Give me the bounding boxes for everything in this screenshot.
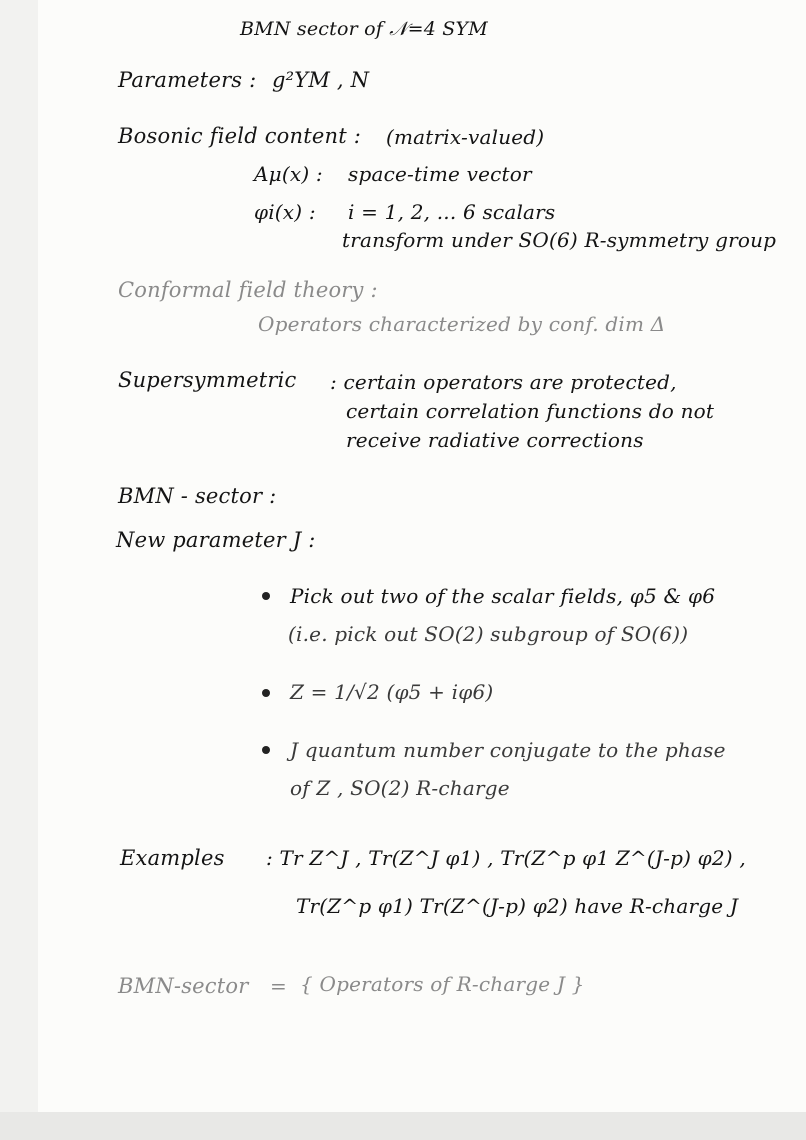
bullet-dot	[262, 689, 270, 697]
scalar-field-desc-2: transform under SO(6) R-symmetry group	[342, 228, 777, 252]
scalar-field-desc: i = 1, 2, ... 6 scalars	[348, 200, 556, 224]
susy-line-1: : certain operators are protected,	[330, 370, 677, 394]
bmn-sector-label: BMN - sector :	[118, 484, 277, 508]
susy-line-2: certain correlation functions do not	[346, 399, 715, 423]
examples-line-2: Tr(Z^p φ1) Tr(Z^(J-p) φ2) have R-charge J	[296, 894, 739, 918]
examples-line-1: : Tr Z^J , Tr(Z^J φ1) , Tr(Z^p φ1 Z^(J-p) φ2) ,	[266, 846, 746, 870]
parameters-label: Parameters :	[118, 68, 257, 92]
page-shadow	[0, 1112, 806, 1140]
gauge-field-desc: space-time vector	[348, 162, 532, 186]
susy-line-3: receive radiative corrections	[346, 428, 644, 452]
bosonic-label: Bosonic field content :	[118, 124, 362, 148]
bullet-3-line-2: of Z , SO(2) R-charge	[290, 776, 510, 800]
page-title: BMN sector of 𝒩=4 SYM	[240, 18, 488, 40]
definition-label: BMN-sector	[118, 974, 249, 998]
bullet-3-line-1: J quantum number conjugate to the phase	[290, 738, 726, 762]
parameters-value: g²YM , N	[272, 68, 370, 92]
bullet-1-line-2: (i.e. pick out SO(2) subgroup of SO(6))	[288, 622, 689, 646]
definition-equals: =	[270, 974, 287, 998]
bullet-dot	[262, 592, 270, 600]
cft-label: Conformal field theory :	[118, 278, 378, 302]
examples-label: Examples	[120, 846, 225, 870]
gauge-field-symbol: Aμ(x) :	[254, 162, 323, 186]
new-parameter-label: New parameter J :	[116, 528, 316, 552]
bullet-dot	[262, 746, 270, 754]
bullet-2: Z = 1/√2 (φ5 + iφ6)	[290, 680, 494, 704]
scalar-field-symbol: φi(x) :	[254, 200, 316, 224]
bosonic-note: (matrix-valued)	[386, 125, 545, 149]
cft-desc: Operators characterized by conf. dim Δ	[258, 312, 666, 336]
definition-set: { Operators of R-charge J }	[300, 972, 585, 996]
bullet-1-line-1: Pick out two of the scalar fields, φ5 & φ6	[290, 584, 716, 608]
susy-label: Supersymmetric	[118, 368, 297, 392]
